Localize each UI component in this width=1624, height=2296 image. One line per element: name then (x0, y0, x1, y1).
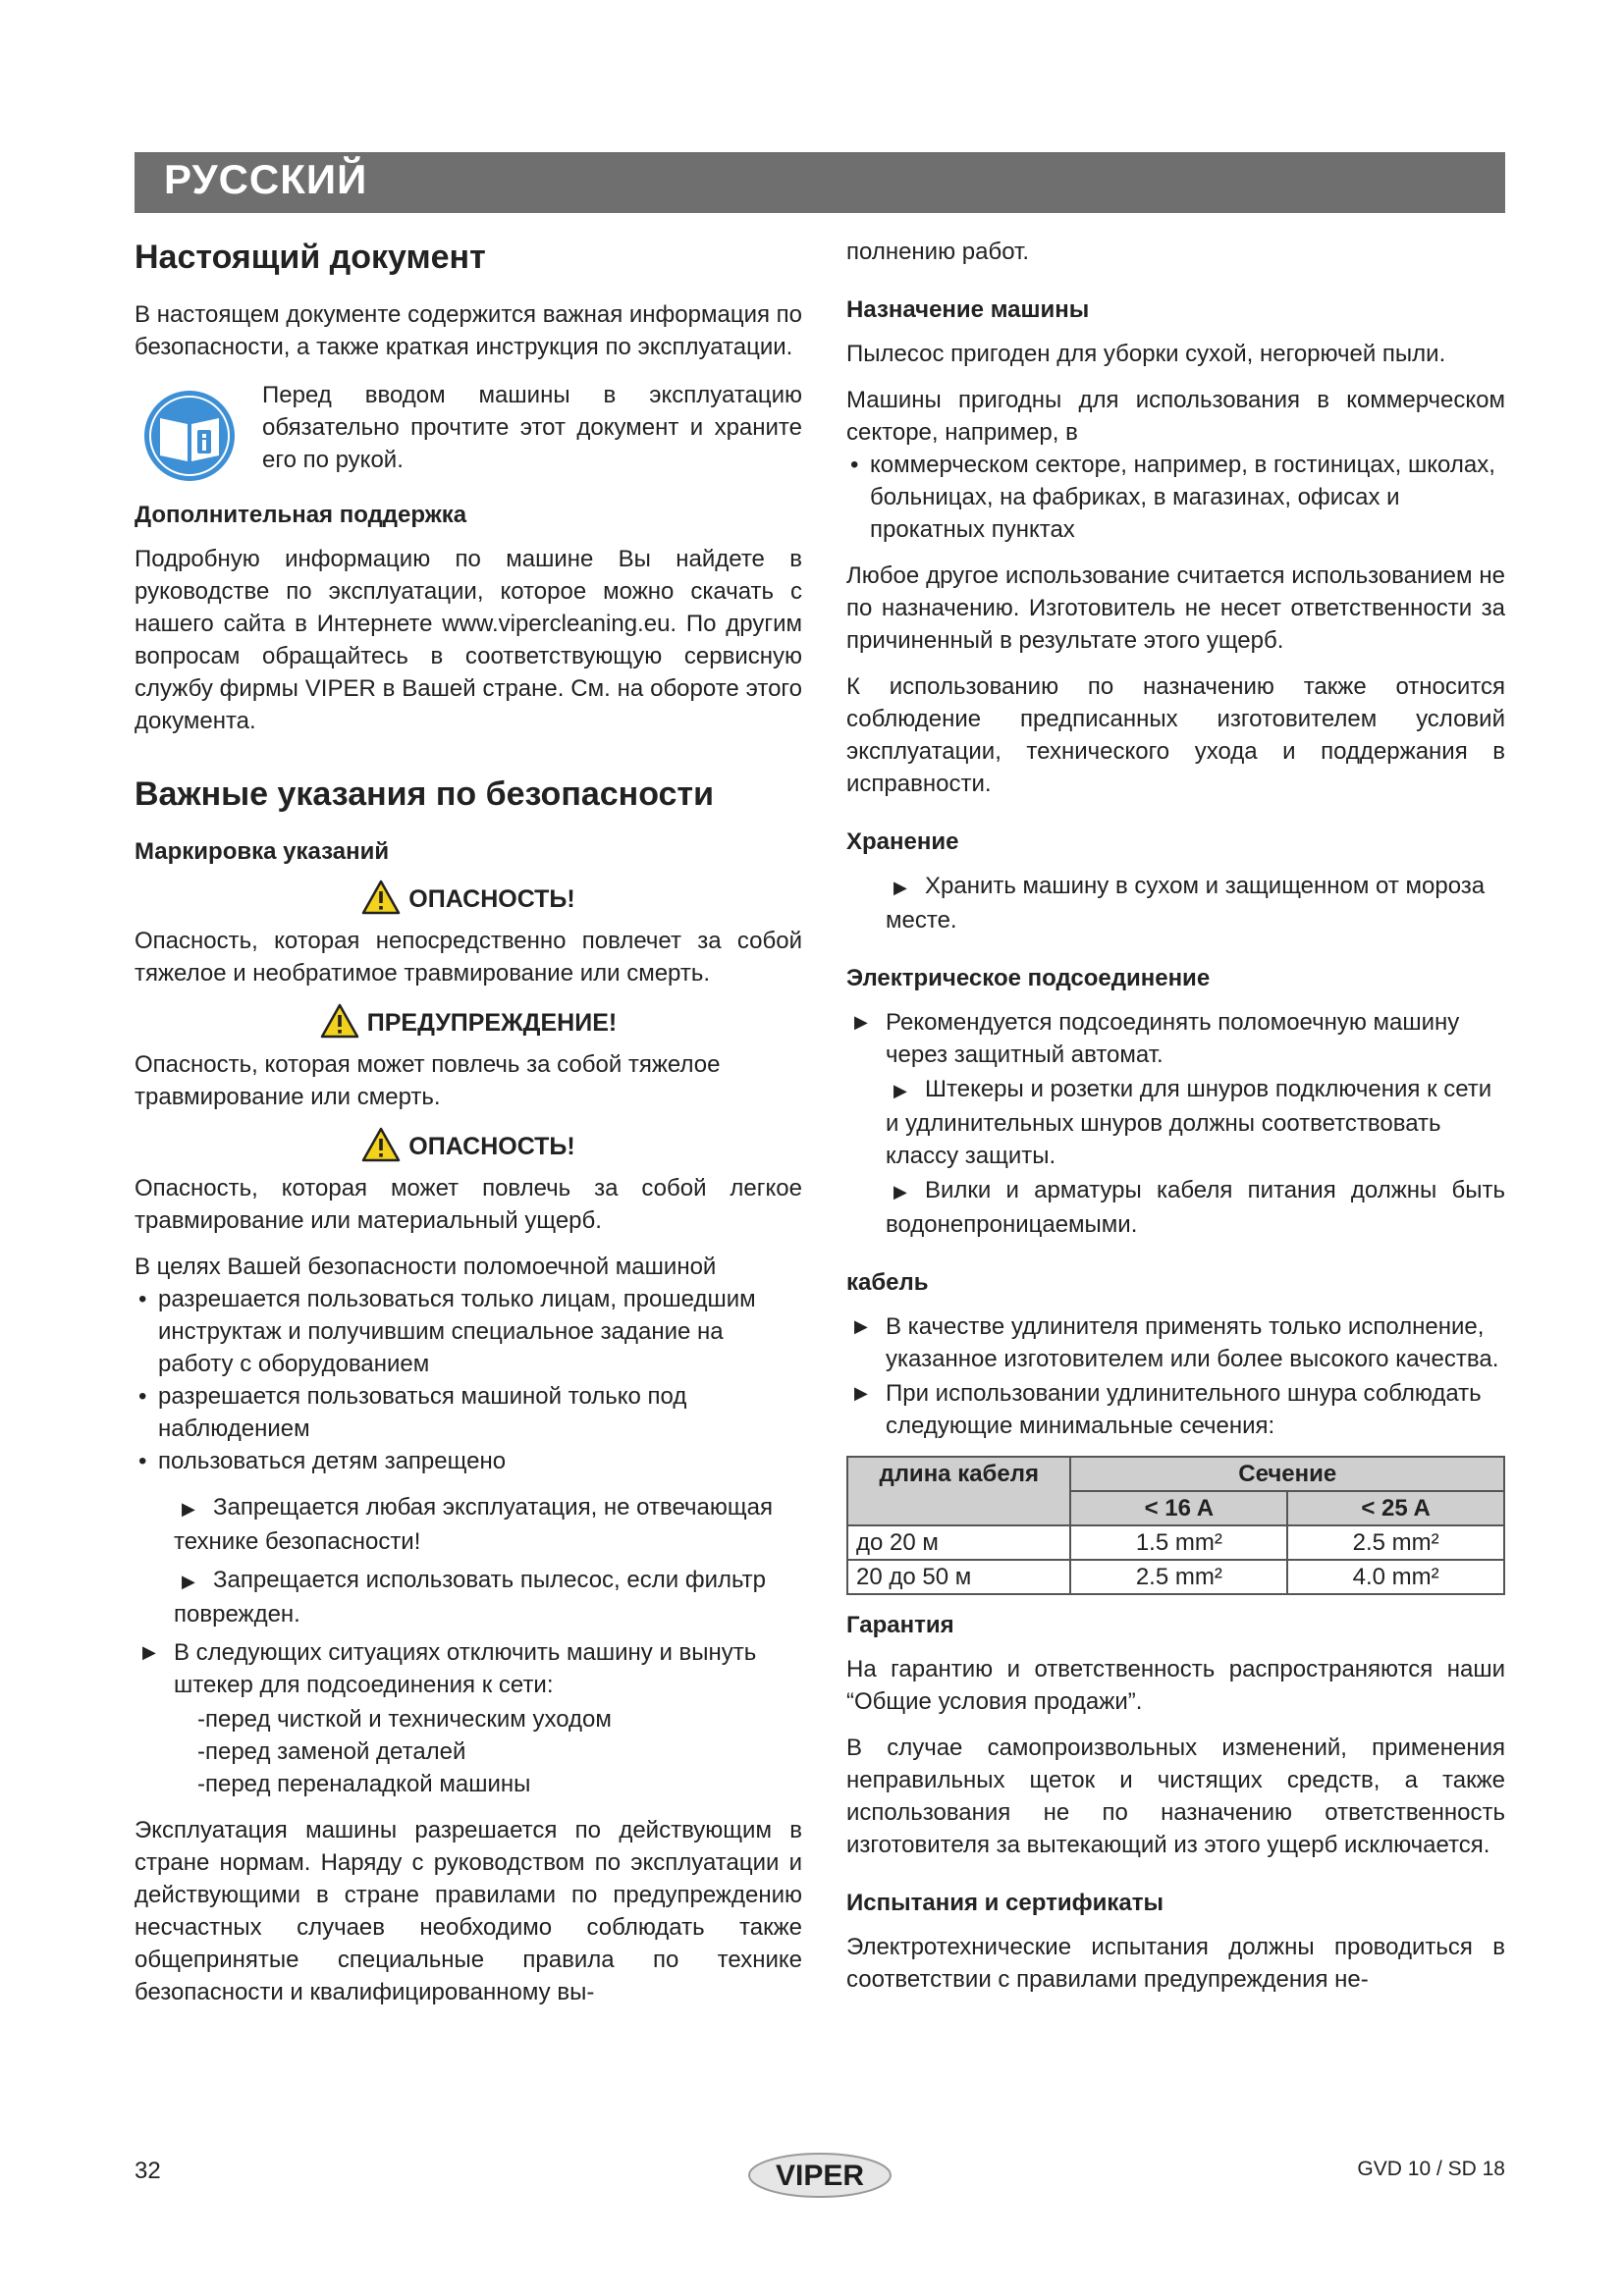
doc-title: Настоящий документ (135, 239, 486, 276)
warning-triangle-icon (320, 1003, 359, 1039)
doc-intro: В настоящем документе содержится важная информация по безопасности, а также краткая инструкция по эксплуатации. (135, 301, 802, 360)
header-section: Сечение (1070, 1457, 1504, 1491)
tests-heading: Испытания и сертификаты (846, 1890, 1164, 1916)
manual-note (135, 379, 802, 483)
arrow-right-icon: ▶ (893, 1081, 907, 1100)
marking-heading: Маркировка указаний (135, 838, 390, 865)
table-cell: 20 до 50 м (847, 1560, 1070, 1594)
header-25a: < 25 A (1287, 1491, 1504, 1525)
warranty-text-2: В случае самопроизвольных изменений, применения неправильных щеток и чистящих средств, а также использования не по назначению ответственность изготовителя за вытекающий из этого ущерб исключается. (846, 1735, 1505, 1858)
arrow-right-icon: ▶ (182, 1572, 195, 1591)
cable-item-2 (846, 1377, 1505, 1442)
warning-signal (135, 1003, 802, 1042)
right-column (846, 236, 1505, 2009)
electric-heading: Электрическое подсоединение (846, 965, 1211, 991)
list-item: -перед чисткой и техническим уходом (197, 1706, 612, 1733)
list-item: -перед переналадкой машины (197, 1771, 531, 1797)
warranty-text-1: На гарантию и ответственность распространяются наши “Общие условия продажи”. (846, 1656, 1505, 1715)
viper-logo-text: VIPER (775, 2160, 865, 2192)
manual-note-text: Перед вводом машины в эксплуатацию обязательно прочтите этот документ и храните его по рукой. (262, 382, 802, 473)
table-row (847, 1560, 1504, 1594)
table-cell: 1.5 mm² (1070, 1525, 1287, 1560)
electric-item-3 (886, 1174, 1505, 1241)
header-16a: < 16 A (1070, 1491, 1287, 1525)
electric-item-1 (846, 1006, 1505, 1071)
tests-text: Электротехнические испытания должны проводиться в соответствии с правилами предупреждения не- (846, 1934, 1505, 1993)
language-label: РУССКИЙ (164, 156, 368, 202)
electric-1-text: Рекомендуется подсоединять поломоечную машину через защитный автомат. (886, 1009, 1460, 1068)
disconnect-list (197, 1703, 802, 1800)
storage-heading: Хранение (846, 828, 959, 855)
disconnect-text: В следующих ситуациях отключить машину и вынуть штекер для подсоединения к сети: (174, 1639, 757, 1698)
language-banner (135, 152, 1505, 213)
danger-signal-1 (135, 880, 802, 919)
table-cell: 4.0 mm² (1287, 1560, 1504, 1594)
left-column (135, 236, 802, 2022)
signal-3-label: ОПАСНОСТЬ! (408, 1133, 575, 1160)
cable-2-text: При использовании удлинительного шнура соблюдать следующие минимальные сечения: (886, 1380, 1482, 1439)
signal-1-text: Опасность, которая непосредственно повлечет за собой тяжелое и необратимое травмирование или смерть. (135, 928, 802, 987)
intended-use-text: К использованию по назначению также относится соблюдение предписанных изготовителем условий эксплуатации, технического ухода и поддержания в исправности. (846, 673, 1505, 797)
disconnect-item (135, 1636, 802, 1701)
cable-heading: кабель (846, 1269, 929, 1296)
purpose-heading: Назначение машины (846, 296, 1090, 323)
list-item: • коммерческом секторе, например, в гостиницах, школах, больницах, на фабриках, в магазинах, офисах и прокатных пунктах (846, 449, 1505, 546)
purpose-bullet-list (846, 449, 1505, 546)
header-length: длина кабеля (847, 1457, 1070, 1525)
continuation-text: полнению работ. (846, 239, 1030, 265)
arrow-right-icon: ▶ (182, 1499, 195, 1519)
arrow-right-icon: ▶ (893, 1182, 907, 1201)
electric-2-text: Штекеры и розетки для шнуров подключения к сети и удлинительных шнуров должны соответствовать классу защиты. (886, 1076, 1492, 1169)
support-text: Подробную информацию по машине Вы найдете в руководстве по эксплуатации, которое можно скачать с нашего сайта в Интернете www.vipercleaning.eu. По другим вопросам обращайтесь в соответствующую сервисную службу фирмы VIPER в Вашей стране. См. на обороте этого документа. (135, 546, 802, 734)
viper-logo (746, 2150, 893, 2201)
table-cell: 2.5 mm² (1070, 1560, 1287, 1594)
forbidden-2-text: Запрещается использовать пылесос, если фильтр поврежден. (174, 1567, 766, 1628)
list-item: • пользоваться детям запрещено (135, 1445, 802, 1477)
list-item: • разрешается пользоваться машиной только под наблюдением (135, 1380, 802, 1445)
warning-triangle-icon (361, 880, 401, 915)
arrow-right-icon: ▶ (142, 1642, 156, 1662)
arrow-right-icon: ▶ (854, 1316, 868, 1336)
page-number: 32 (135, 2158, 161, 2184)
cable-section-table (846, 1456, 1505, 1595)
purpose-text-1: Пылесос пригоден для уборки сухой, негорючей пыли. (846, 341, 1446, 367)
model-label: GVD 10 / SD 18 (1357, 2158, 1505, 2180)
warranty-heading: Гарантия (846, 1612, 954, 1638)
list-item: -перед заменой деталей (197, 1738, 466, 1765)
table-header-row (847, 1457, 1504, 1491)
signal-1-label: ОПАСНОСТЬ! (408, 885, 575, 913)
forbidden-item-1 (174, 1491, 802, 1558)
safety-title: Важные указания по безопасности (135, 775, 714, 813)
danger-signal-2 (135, 1127, 802, 1166)
list-item: • разрешается пользоваться только лицам, прошедшим инструктаж и получившим специальное задание на работу с оборудованием (135, 1283, 802, 1380)
storage-text: Хранить машину в сухом и защищенном от мороза месте. (886, 873, 1486, 934)
forbidden-item-2 (174, 1564, 802, 1630)
arrow-right-icon: ▶ (854, 1383, 868, 1403)
cable-1-text: В качестве удлинителя применять только исполнение, указанное изготовителем или более высокого качества. (886, 1313, 1499, 1372)
table-cell: 2.5 mm² (1287, 1525, 1504, 1560)
cable-item-1 (846, 1310, 1505, 1375)
operation-text: Эксплуатация машины разрешается по действующим в стране нормам. Наряду с руководством по эксплуатации и действующими в стране правилами по предупреждению несчастных случаев необходимо соблюдать также общепринятые специальные правила по технике безопасности и квалифицированному вы- (135, 1817, 802, 2005)
table-cell: до 20 м (847, 1525, 1070, 1560)
safety-bullet-list (135, 1283, 802, 1477)
misuse-text: Любое другое использование считается использованием не по назначению. Изготовитель не несет ответственности за причиненный в результате этого ущерб. (846, 562, 1505, 654)
forbidden-1-text: Запрещается любая эксплуатация, не отвечающая технике безопасности! (174, 1494, 773, 1555)
electric-3-text: Вилки и арматуры кабеля питания должны быть водонепроницаемыми. (886, 1177, 1505, 1238)
signal-2-text: Опасность, которая может повлечь за собой тяжелое травмирование или смерть. (135, 1051, 721, 1110)
signal-2-label: ПРЕДУПРЕЖДЕНИЕ! (366, 1009, 618, 1037)
signal-3-text: Опасность, которая может повлечь за собой легкое травмирование или материальный ущерб. (135, 1175, 802, 1234)
arrow-right-icon: ▶ (893, 878, 907, 897)
electric-item-2 (886, 1073, 1505, 1172)
read-manual-icon (142, 389, 237, 483)
storage-item (886, 870, 1505, 936)
purpose-text-2: Машины пригодны для использования в коммерческом секторе, например, в (846, 387, 1505, 446)
safety-intro: В целях Вашей безопасности поломоечной машиной (135, 1254, 717, 1280)
support-heading: Дополнительная поддержка (135, 502, 467, 528)
warning-triangle-icon (361, 1127, 401, 1162)
arrow-right-icon: ▶ (854, 1012, 868, 1032)
table-row (847, 1525, 1504, 1560)
